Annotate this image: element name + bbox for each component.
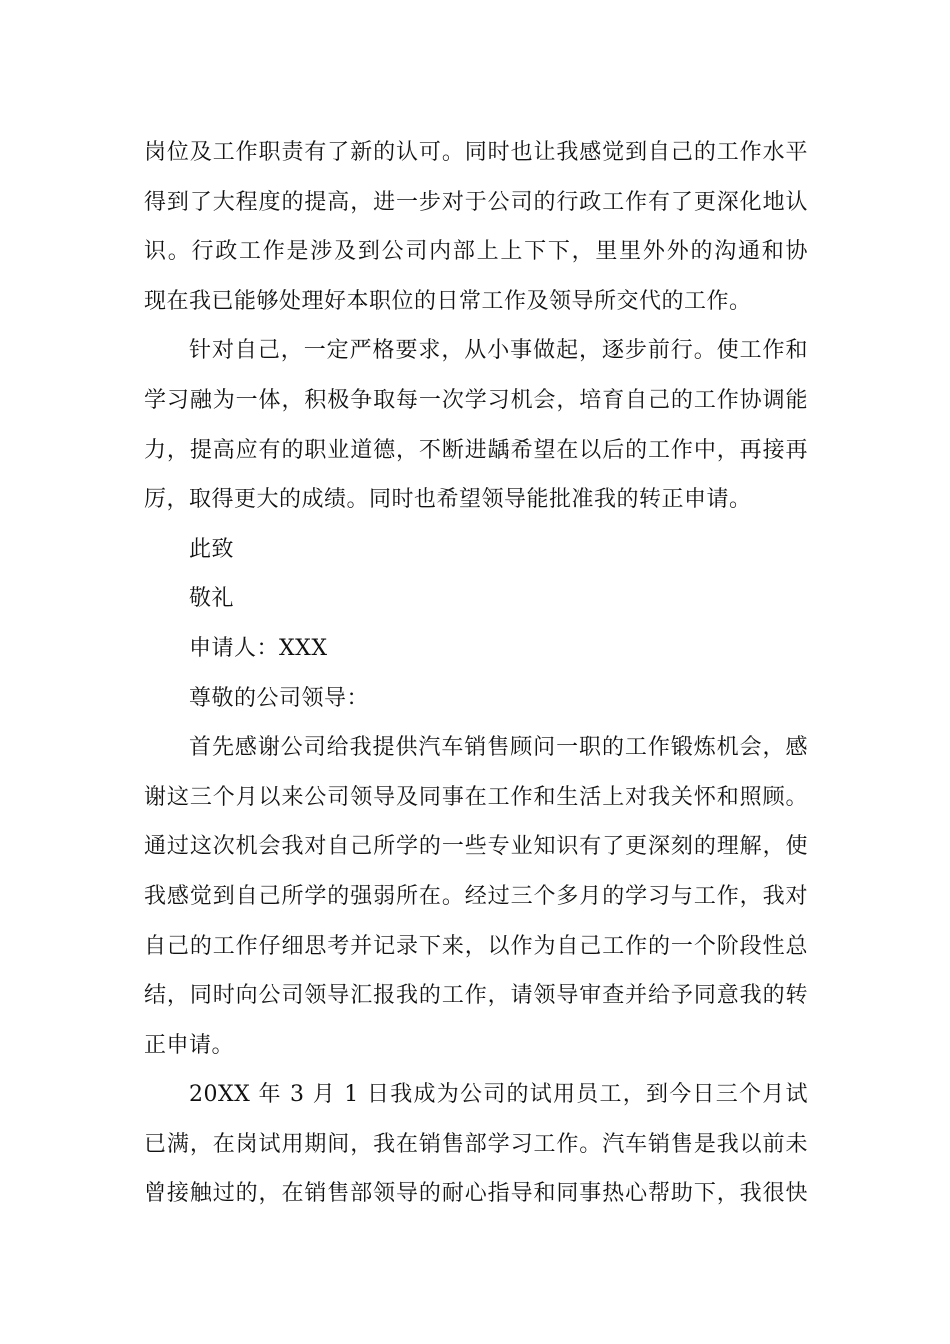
text-line: 尊敬的公司领导： xyxy=(189,685,370,711)
text-line: 20XX 年 3 月 1 日我成为公司的试用员工，到今日三个月试 xyxy=(189,1082,808,1108)
text-line: 自己的工作仔细思考并记录下来，以作为自己工作的一个阶段性总 xyxy=(144,933,808,959)
text-line: 识。行政工作是涉及到公司内部上上下下，里里外外的沟通和协 xyxy=(144,239,808,265)
text-line: 学习融为一体，积极争取每一次学习机会，培育自己的工作协调能 xyxy=(144,387,808,413)
text-line: 得到了大程度的提高，进一步对于公司的行政工作有了更深化地认 xyxy=(144,189,808,215)
text-line: 现在我已能够处理好本职位的日常工作及领导所交代的工作。 xyxy=(144,288,752,314)
text-line: 正申请。 xyxy=(144,1032,235,1058)
text-line: 曾接触过的，在销售部领导的耐心指导和同事热心帮助下，我很快 xyxy=(144,1181,808,1207)
document-body xyxy=(144,128,808,1219)
text-line: 岗位及工作职责有了新的认可。同时也让我感觉到自己的工作水平 xyxy=(144,140,808,165)
text-line: 敬礼 xyxy=(189,586,235,612)
text-line: 申请人：XXX xyxy=(189,635,328,661)
text-line: 力，提高应有的职业道德，不断进龋希望在以后的工作中，再接再 xyxy=(144,437,808,463)
text-line: 结，同时向公司领导汇报我的工作，请领导审查并给予同意我的转 xyxy=(144,983,808,1009)
text-line: 通过这次机会我对自己所学的一些专业知识有了更深刻的理解，使 xyxy=(144,834,808,860)
text-line: 厉，取得更大的成绩。同时也希望领导能批准我的转正申请。 xyxy=(144,487,752,513)
text-line: 此致 xyxy=(189,536,235,562)
text-line: 针对自己，一定严格要求，从小事做起，逐步前行。使工作和 xyxy=(189,338,808,364)
text-line: 首先感谢公司给我提供汽车销售顾问一职的工作锻炼机会，感 xyxy=(189,735,808,761)
text-line: 已满，在岗试用期间，我在销售部学习工作。汽车销售是我以前未 xyxy=(144,1131,808,1157)
text-line: 我感觉到自己所学的强弱所在。经过三个多月的学习与工作，我对 xyxy=(144,883,808,909)
text-line: 谢这三个月以来公司领导及同事在工作和生活上对我关怀和照顾。 xyxy=(144,784,808,810)
